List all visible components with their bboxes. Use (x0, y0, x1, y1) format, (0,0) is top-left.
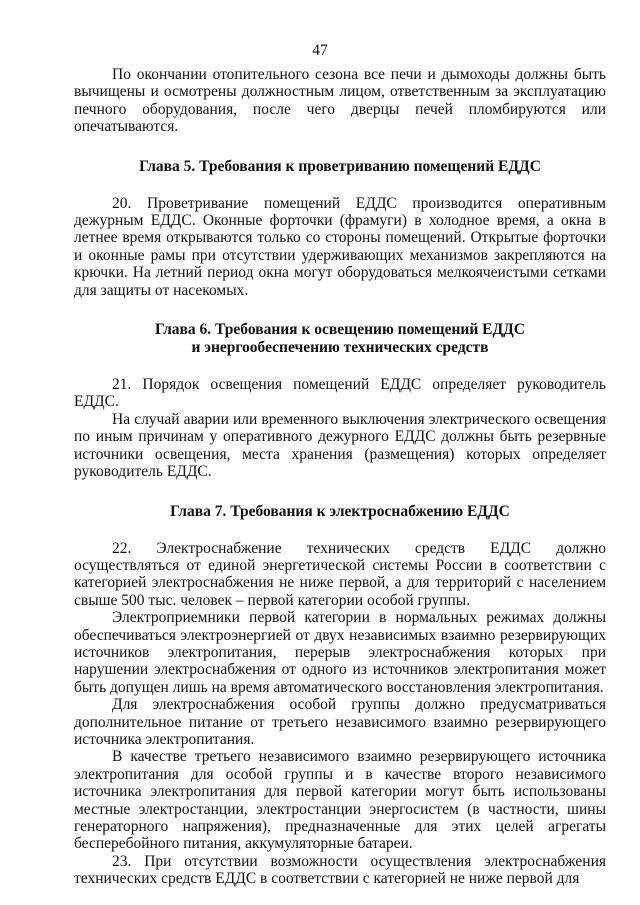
chapter-6-heading (74, 321, 606, 357)
chapter-5-heading: Глава 5. Требования к проветриванию помещений ЕДДС (139, 157, 541, 175)
page-number: 47 (312, 42, 328, 59)
document-body (74, 66, 606, 888)
chapter-6 (74, 321, 606, 480)
paragraph-21-emergency: На случай аварии или временного выключения электрического освещения по иным причинам у оперативного дежурного ЕДДС должны быть резервные источники освещения, места хранения (размещения) которых определяет руководитель ЕДДС. (74, 410, 606, 481)
paragraph-22-third-source: В качестве третьего независимого взаимно резервирующего источника электропитания для особой группы и в качестве второго независимого источника электропитания для первой категории могут быть использованы местные электростанции, электростанции энергосистем (в частности, шины генераторного напряжения), предназначенные для этих целей агрегаты бесперебойного питания, аккумуляторные батареи. (74, 748, 606, 853)
chapter-7 (74, 503, 606, 888)
paragraph-22: 22. Электроснабжение технических средств ЕДДС должно осуществляться от единой энергетической системы России в соответствии с категорией электроснабжения не ниже первой, а для территорий с населением свыше 500 тыс. человек – первой категории особой группы. (74, 539, 606, 609)
paragraph-23: 23. При отсутствии возможности осуществления электроснабжения технических средств ЕДДС в соответствии с категорией не ниже первой для (74, 852, 606, 888)
chapter-7-heading: Глава 7. Требования к электроснабжению ЕДДС (170, 502, 510, 520)
paragraph-21: 21. Порядок освещения помещений ЕДДС определяет руководитель ЕДДС. (74, 376, 606, 411)
chapter-5 (74, 158, 606, 299)
paragraph-22-first-category: Электроприемники первой категории в нормальных режимах должны обеспечиваться электроэнергией от двух независимых взаимно резервирующих источников электропитания, перерыв электроснабжения которых при нарушении электроснабжения от одного из источников электропитания может быть допущен лишь на время автоматического восстановления электропитания. (74, 609, 606, 696)
intro-paragraph: По окончании отопительного сезона все печи и дымоходы должны быть вычищены и осмотрены должностным лицом, ответственным за эксплуатацию печного оборудования, после чего дверцы печей пломбируются или опечатываются. (74, 66, 606, 136)
paragraph-22-special-group: Для электроснабжения особой группы должно предусматриваться дополнительное питание от третьего независимого взаимно резервирующего источника электропитания. (74, 696, 606, 748)
chapter-6-heading-line1: Глава 6. Требования к освещению помещений ЕДДС (154, 321, 525, 339)
chapter-6-heading-line2: и энергообеспечению технических средств (191, 339, 489, 357)
paragraph-20: 20. Проветривание помещений ЕДДС производится оперативным дежурным ЕДДС. Оконные форточки (фрамуги) в холодное время, а окна в летнее время открываются только со стороны помещений. Открытые форточки и оконные рамы при отсутствии удерживающих механизмов закрепляются на крючки. На летний период окна могут оборудоваться мелкоячеистыми сетками для защиты от насекомых. (74, 194, 606, 299)
